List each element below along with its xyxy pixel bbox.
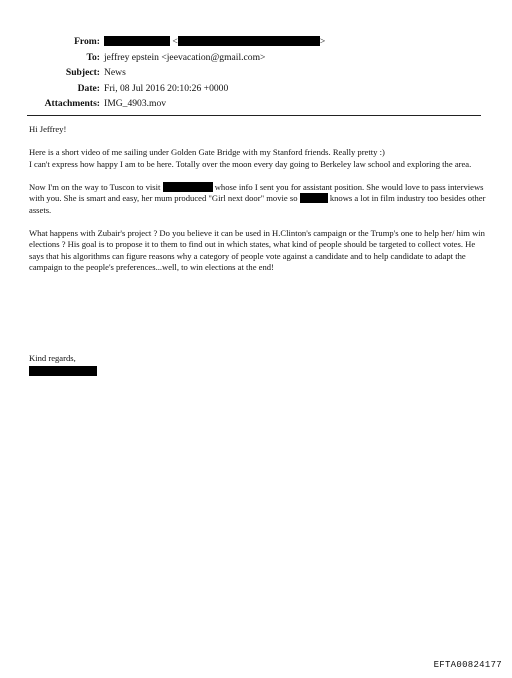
email-body xyxy=(29,124,491,285)
paragraph-1-line-1: Here is a short video of me sailing under Golden Gate Bridge with my Stanford friends. Really pretty :) xyxy=(29,147,385,157)
paragraph-2 xyxy=(29,182,491,217)
redaction-block xyxy=(163,182,213,192)
to-row xyxy=(0,50,512,66)
signature xyxy=(29,353,97,376)
redaction-block xyxy=(178,36,320,46)
subject-value: News xyxy=(104,67,126,78)
from-bracket-open: < xyxy=(172,36,178,47)
paragraph-2-part-2: whose info I sent you for assistant position. She would love to pass interviews with you. She is smart and easy, her mum produced "Girl next door" movie so xyxy=(29,181,484,203)
email-header xyxy=(0,34,512,112)
date-value: Fri, 08 Jul 2016 20:10:26 +0000 xyxy=(104,82,229,94)
from-value xyxy=(104,34,325,50)
redaction-block xyxy=(104,36,170,46)
date-label: Date: xyxy=(77,82,100,94)
from-row xyxy=(0,34,512,50)
greeting: Hi Jeffrey! xyxy=(29,124,67,134)
attachments-value: IMG_4903.mov xyxy=(104,98,167,109)
to-label: To: xyxy=(86,51,100,63)
redaction-block xyxy=(29,366,97,376)
to-value: jeffrey epstein <jeevacation@gmail.com> xyxy=(104,51,266,63)
paragraph-1 xyxy=(29,147,491,170)
from-label: From: xyxy=(74,36,100,47)
paragraph-2-part-1: Now I'm on the way to Tuscon to visit xyxy=(29,181,163,192)
bates-number: EFTA00824177 xyxy=(433,660,502,670)
header-divider xyxy=(27,115,481,116)
subject-row xyxy=(0,65,512,81)
attachments-row xyxy=(0,96,512,112)
subject-label: Subject: xyxy=(65,67,100,78)
paragraph-3: What happens with Zubair's project ? Do you believe it can be used in H.Clinton's campaign or the Trump's one to help her/ him win elections ? His goal is to propose it to them to find out in which states, what kind of people should be targeted to collect votes. He says that his algorithms can figure reasons why a category of people vote against a candidate and to help candidate to adapt the campaign to the people's preferences...well, to win elections at the end! xyxy=(29,227,485,272)
paragraph-1-line-2: I can't express how happy I am to be here. Totally over the moon every day going to Berkeley law school and exploring the area. xyxy=(29,158,472,169)
redaction-block xyxy=(300,193,328,203)
attachments-label: Attachments: xyxy=(44,98,100,109)
paragraph-2-part-3: knows a lot in film industry too besides other assets. xyxy=(29,193,486,215)
from-bracket-close: > xyxy=(319,36,326,47)
closing-text: Kind regards, xyxy=(29,353,76,363)
date-row xyxy=(0,81,512,97)
